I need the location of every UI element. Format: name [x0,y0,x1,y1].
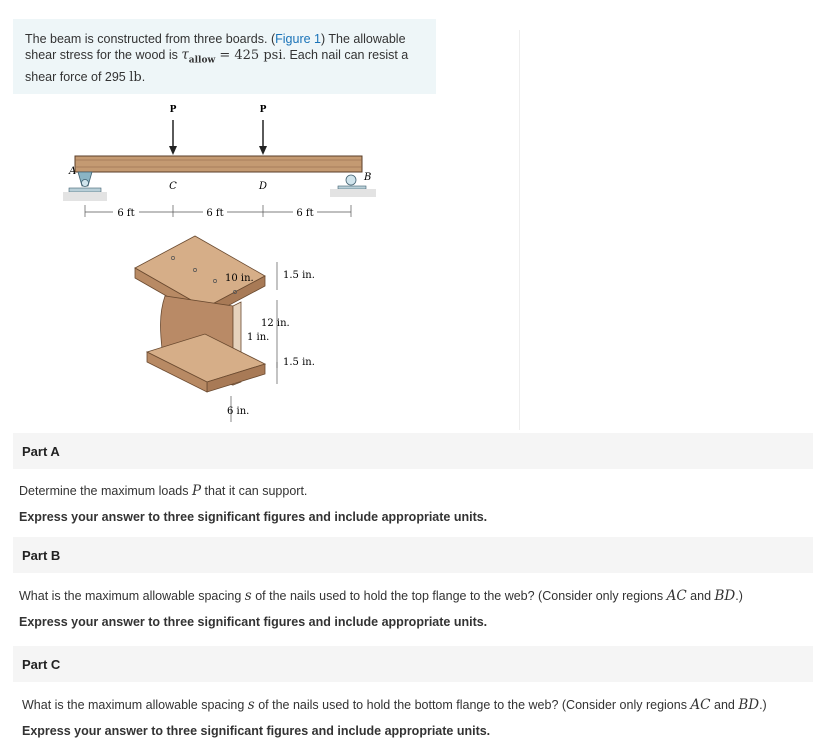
part-c-region-1: AC [690,697,711,713]
part-c-header[interactable]: Part C [13,646,813,682]
dim-top-flange-thickness: 1.5 in. [283,270,315,281]
part-b-header[interactable]: Part B [13,537,813,573]
part-b-question [19,588,743,604]
part-c-question [22,697,767,713]
part-c-instruction: Express your answer to three significant figures and include appropriate units. [22,724,491,738]
problem-text-4: . [141,69,146,84]
span-label-3: 6 ft [296,208,314,219]
dim-bottom-width: 6 in. [227,406,250,417]
part-c-var: s [247,697,255,713]
part-a-instruction: Express your answer to three significant figures and include appropriate units. [19,510,488,524]
load-arrow-d [259,120,267,155]
tau-symbol: τ [181,47,189,63]
problem-text-3: . Each nail can resist a shear force of 295 [25,48,409,84]
part-b-and: and [686,589,715,603]
part-b-region-2: BD [714,588,736,604]
point-label-d: D [258,181,268,192]
equals-sign: = [215,48,235,63]
part-a-question-suffix: that it can support. [201,484,308,498]
part-b-var: s [244,588,252,604]
part-c-close: .) [759,698,767,712]
part-a-question [19,483,307,499]
problem-text-2: ) The allowable shear stress for the wood is [25,32,406,62]
beam-figure [55,100,395,430]
part-a-question-prefix: Determine the maximum loads [19,484,192,498]
part-c-and: and [710,698,739,712]
part-c-question-prefix: What is the maximum allowable spacing [22,698,248,712]
span-label-1: 6 ft [117,208,135,219]
dim-web-height: 12 in. [261,318,290,329]
stress-value: 425 psi [234,48,283,63]
i-beam-section [135,236,265,392]
force-unit: lb [129,69,142,85]
part-b-instruction: Express your answer to three significant figures and include appropriate units. [19,615,488,629]
part-a-var: P [191,483,202,499]
span-label-2: 6 ft [206,208,224,219]
point-label-a: A [69,166,77,177]
problem-statement [13,19,436,94]
beam-diagram [55,100,395,430]
load-arrow-c [169,120,177,155]
figure-link[interactable]: Figure 1 [275,32,321,46]
column-divider [519,30,520,430]
part-b-close: .) [735,589,743,603]
problem-text-1: The beam is constructed from three boards. ( [25,32,276,46]
dim-flange-width: 10 in. [225,273,254,284]
point-label-c: C [169,181,177,192]
tau-subscript: allow [188,55,216,66]
part-b-question-suffix: of the nails used to hold the top flange to the web? (Consider only regions [251,589,667,603]
part-a-header[interactable]: Part A [13,433,813,469]
part-b-region-1: AC [666,588,687,604]
load-label-2: P [259,105,267,115]
dim-bottom-flange-thickness: 1.5 in. [283,357,315,368]
dim-web-thickness: 1 in. [247,332,270,343]
part-b-question-prefix: What is the maximum allowable spacing [19,589,245,603]
part-c-region-2: BD [738,697,760,713]
load-label-1: P [169,105,177,115]
part-c-question-suffix: of the nails used to hold the bottom flange to the web? (Consider only regions [254,698,691,712]
point-label-b: B [364,172,372,183]
beam [75,156,362,172]
